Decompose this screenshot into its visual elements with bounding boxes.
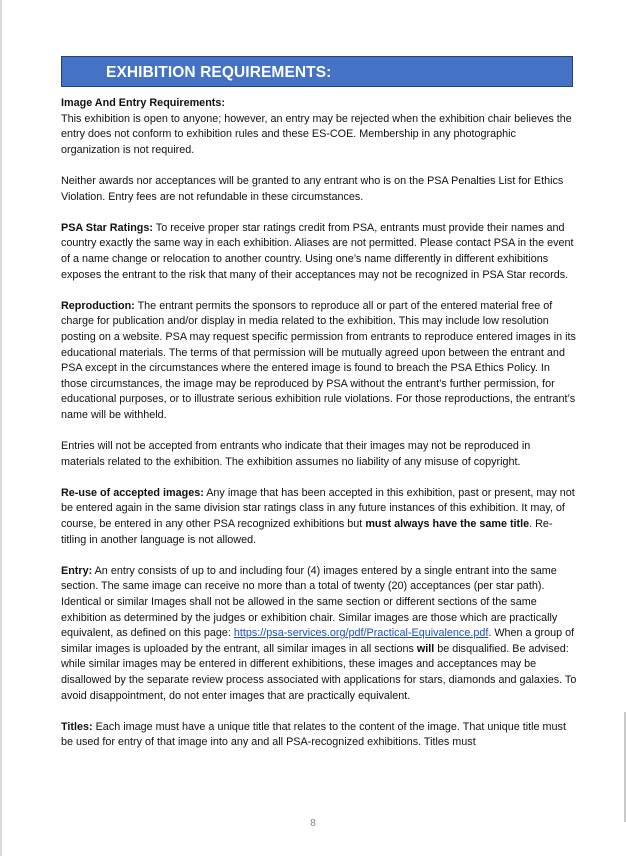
titles-label: Titles:: [61, 720, 93, 733]
reproduction-paragraph: Reproduction: The entrant permits the sponsors to reproduce all or part of the entered material free of charge for publication and/or display in media related to the exhibition. This may include low resolution posting on a website. PSA may request specific permission from entrants to reproduce entered images in its educational materials. The terms of that permission will be mutually agreed upon between the entrant and PSA except in the circumstances where the entered image is found to breach the PSA Ethics Policy. In those circumstances, the image may be reproduced by PSA without the entrant’s further permission, for educational purposes, or to illustrate serious exhibition rule violations. For those reproductions, the entrant’s name will be withheld.: [61, 299, 576, 421]
reuse-emphasis: must always have the same title: [365, 518, 530, 531]
reuse-paragraph: Re-use of accepted images: Any image that has been accepted in this exhibition, past or present, may not be entered again in the same division star ratings class in any future instances of this exhibition. It may, of course, be entered in any other PSA recognized exhibitions but must always have the same title. Re-titling in another language is not allowed.: [61, 486, 575, 546]
reproduction-label: Reproduction:: [61, 299, 135, 312]
star-ratings-label: PSA Star Ratings:: [61, 221, 153, 234]
entry-label: Entry:: [61, 564, 93, 577]
penalties-paragraph: Neither awards nor acceptances will be granted to any entrant who is on the PSA Penalties List for Ethics Violation. Entry fees are not refundable in these circumstances.: [61, 174, 564, 203]
entry-emphasis: will: [416, 642, 435, 655]
document-body: [61, 96, 577, 767]
entry-paragraph: Entry: An entry consists of up to and including four (4) images entered by a single entrant into the same section. The same image can receive no more than a total of twenty (20) acceptances (per star path). Identical or similar Images shall not be allowed in the same section or different sections of the same exhibition as determined by the judges or exhibition chair. Similar images are those which are practically equivalent, as defined on this page: https://psa-services.org/pdf/Practical-Equivalence.pdf. When a group of similar images is uploaded by the entrant, all similar images in all sections will be disqualified. Be advised: while similar images may be entered in different exhibitions, these images and acceptances may be disallowed by the separate review process associated with applications for stars, diamonds and galaxies. To avoid disappointment, do not enter images that are practically equivalent.: [61, 564, 577, 702]
page-left-border: [0, 0, 2, 856]
section-banner: [61, 56, 573, 87]
titles-paragraph: Titles: Each image must have a unique title that relates to the content of the image. That unique title must be used for entry of that image into any and all PSA-recognized exhibitions. Titles must: [61, 720, 566, 749]
banner-title: EXHIBITION REQUIREMENTS:: [106, 64, 332, 81]
liability-paragraph: Entries will not be accepted from entrants who indicate that their images may not be reproduced in materials related to the exhibition. The exhibition assumes no liability of any misuse of copyright.: [61, 440, 531, 468]
practical-equivalence-link[interactable]: https://psa-services.org/pdf/Practical-Equivalence.pdf: [233, 627, 489, 640]
image-entry-paragraph: This exhibition is open to anyone; however, an entry may be rejected when the exhibition chair believes the entry does not conform to exhibition rules and these ES-COE. Membership in any photographic organization is not required.: [61, 112, 572, 156]
reuse-label: Re-use of accepted images:: [61, 486, 204, 499]
image-entry-heading: Image And Entry Requirements:: [61, 97, 225, 109]
page-number: 8: [310, 818, 316, 829]
star-ratings-paragraph: PSA Star Ratings: To receive proper star ratings credit from PSA, entrants must provide their names and country exactly the same way in each exhibition. Aliases are not permitted. Please contact PSA in the event of a name change or relocation to another country. Using one’s name differently in different exhibitions exposes the entrant to the risk that many of their acceptances may not be recognized in PSA Star records.: [61, 221, 574, 281]
